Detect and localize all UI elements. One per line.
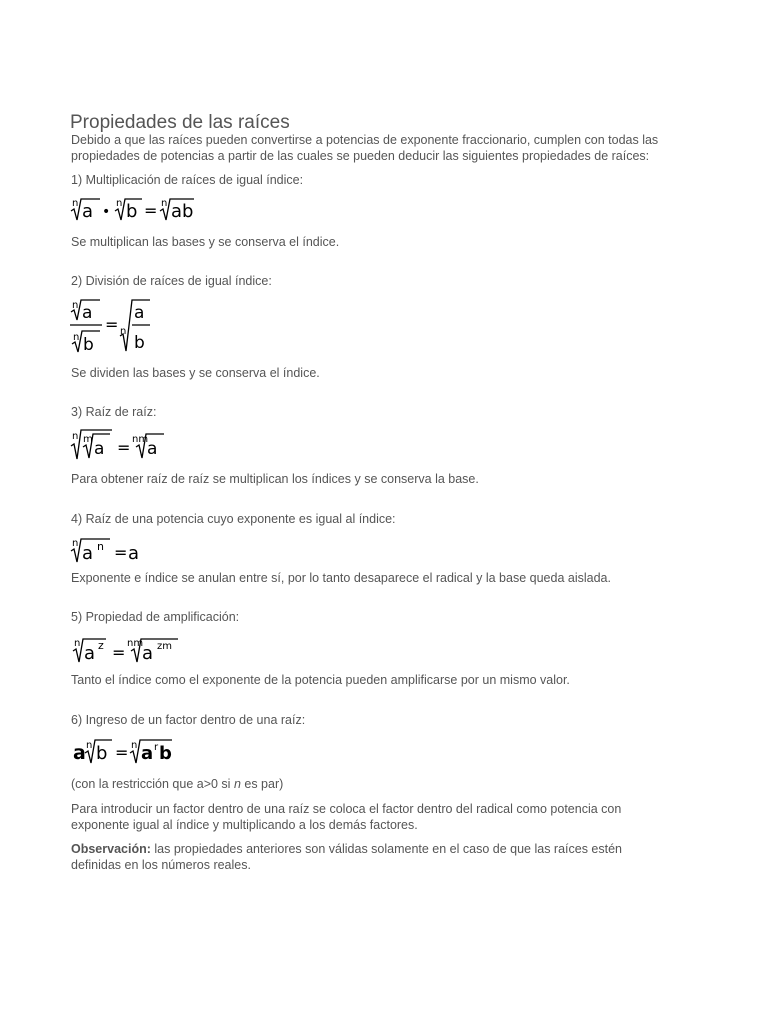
base-a: a	[141, 743, 154, 764]
index-n: n	[72, 538, 79, 549]
equals-sign: =	[105, 315, 119, 334]
index-n: n	[86, 740, 93, 751]
exponent-z: z	[98, 639, 104, 652]
property-6-formula	[68, 736, 188, 766]
explanation-line-2: exponente igual al índice y multiplicando a los demás factores.	[71, 818, 418, 832]
times-symbol: •	[102, 204, 111, 220]
index-n: n	[120, 326, 127, 337]
page-title: Propiedades de las raíces	[70, 111, 290, 133]
index-n: n	[131, 740, 138, 751]
base-a: a	[82, 303, 93, 323]
base-a: a	[147, 439, 158, 459]
factor-a: a	[73, 742, 86, 764]
base-a: a	[82, 201, 94, 222]
exponent-r: r	[154, 742, 159, 753]
base-a: a	[82, 543, 94, 564]
base-b: b	[126, 201, 138, 222]
equals-sign: =	[112, 643, 126, 662]
property-1-formula	[68, 196, 208, 226]
property-1-heading: 1) Multiplicación de raíces de igual índice:	[71, 173, 304, 187]
base-b: b	[134, 333, 145, 353]
index-n: n	[72, 431, 79, 442]
equals-sign: =	[144, 201, 158, 220]
index-nm: nm	[127, 638, 144, 649]
base-a: a	[134, 303, 145, 323]
equals-sign: =	[114, 543, 128, 562]
index-n: n	[72, 198, 79, 209]
property-2-heading: 2) División de raíces de igual índice:	[71, 274, 272, 288]
explanation-line-1: Para introducir un factor dentro de una raíz se coloca el factor dentro del radical como potencia con	[71, 802, 622, 816]
restriction-note: (con la restricción que a>0 si n es par)	[71, 777, 284, 791]
index-nm: nm	[132, 434, 149, 445]
index-n: n	[161, 198, 168, 209]
property-1-description: Se multiplican las bases y se conserva el índice.	[71, 235, 340, 249]
intro-line-1: Debido a que las raíces pueden convertirse a potencias de exponente fraccionario, cumplen con todas las	[71, 133, 659, 147]
base-b: b	[159, 743, 172, 764]
index-n: n	[74, 638, 81, 649]
index-m: m	[83, 434, 93, 445]
result-a: a	[128, 543, 140, 564]
index-n: n	[116, 198, 123, 209]
property-3-heading: 3) Raíz de raíz:	[71, 405, 157, 419]
index-n: n	[73, 332, 80, 343]
base-b: b	[96, 743, 108, 764]
property-2-description: Se dividen las bases y se conserva el índice.	[71, 366, 320, 380]
index-n: n	[72, 300, 79, 311]
base-ab: ab	[171, 201, 194, 222]
property-4-formula	[68, 536, 158, 566]
base-b: b	[83, 335, 94, 355]
observation-line-1: Observación: las propiedades anteriores son válidas solamente en el caso de que las raíces estén	[71, 842, 623, 856]
property-5-heading: 5) Propiedad de amplificación:	[71, 610, 240, 624]
observation-line-2: definidas en los números reales.	[71, 858, 251, 872]
exponent-zm: zm	[157, 641, 172, 652]
property-6-heading: 6) Ingreso de un factor dentro de una raíz:	[71, 713, 306, 727]
base-a: a	[94, 439, 105, 459]
property-5-description: Tanto el índice como el exponente de la potencia pueden amplificarse por un mismo valor.	[71, 673, 570, 687]
equals-sign: =	[115, 743, 129, 762]
exponent-n: n	[97, 540, 104, 553]
equals-sign: =	[117, 438, 131, 457]
property-2-formula	[68, 298, 168, 354]
base-a: a	[84, 643, 96, 664]
property-3-formula	[68, 428, 178, 462]
property-4-heading: 4) Raíz de una potencia cuyo exponente es igual al índice:	[71, 512, 396, 526]
intro-line-2: propiedades de potencias a partir de las cuales se pueden deducir las siguientes propiedades de raíces:	[71, 149, 650, 163]
property-5-formula	[68, 634, 188, 664]
base-a: a	[142, 643, 154, 664]
observation-label: Observación:	[71, 842, 151, 856]
restriction-variable: n	[233, 777, 241, 791]
property-4-description: Exponente e índice se anulan entre sí, por lo tanto desaparece el radical y la base queda aislada.	[71, 571, 611, 585]
property-3-description: Para obtener raíz de raíz se multiplican los índices y se conserva la base.	[71, 472, 479, 486]
